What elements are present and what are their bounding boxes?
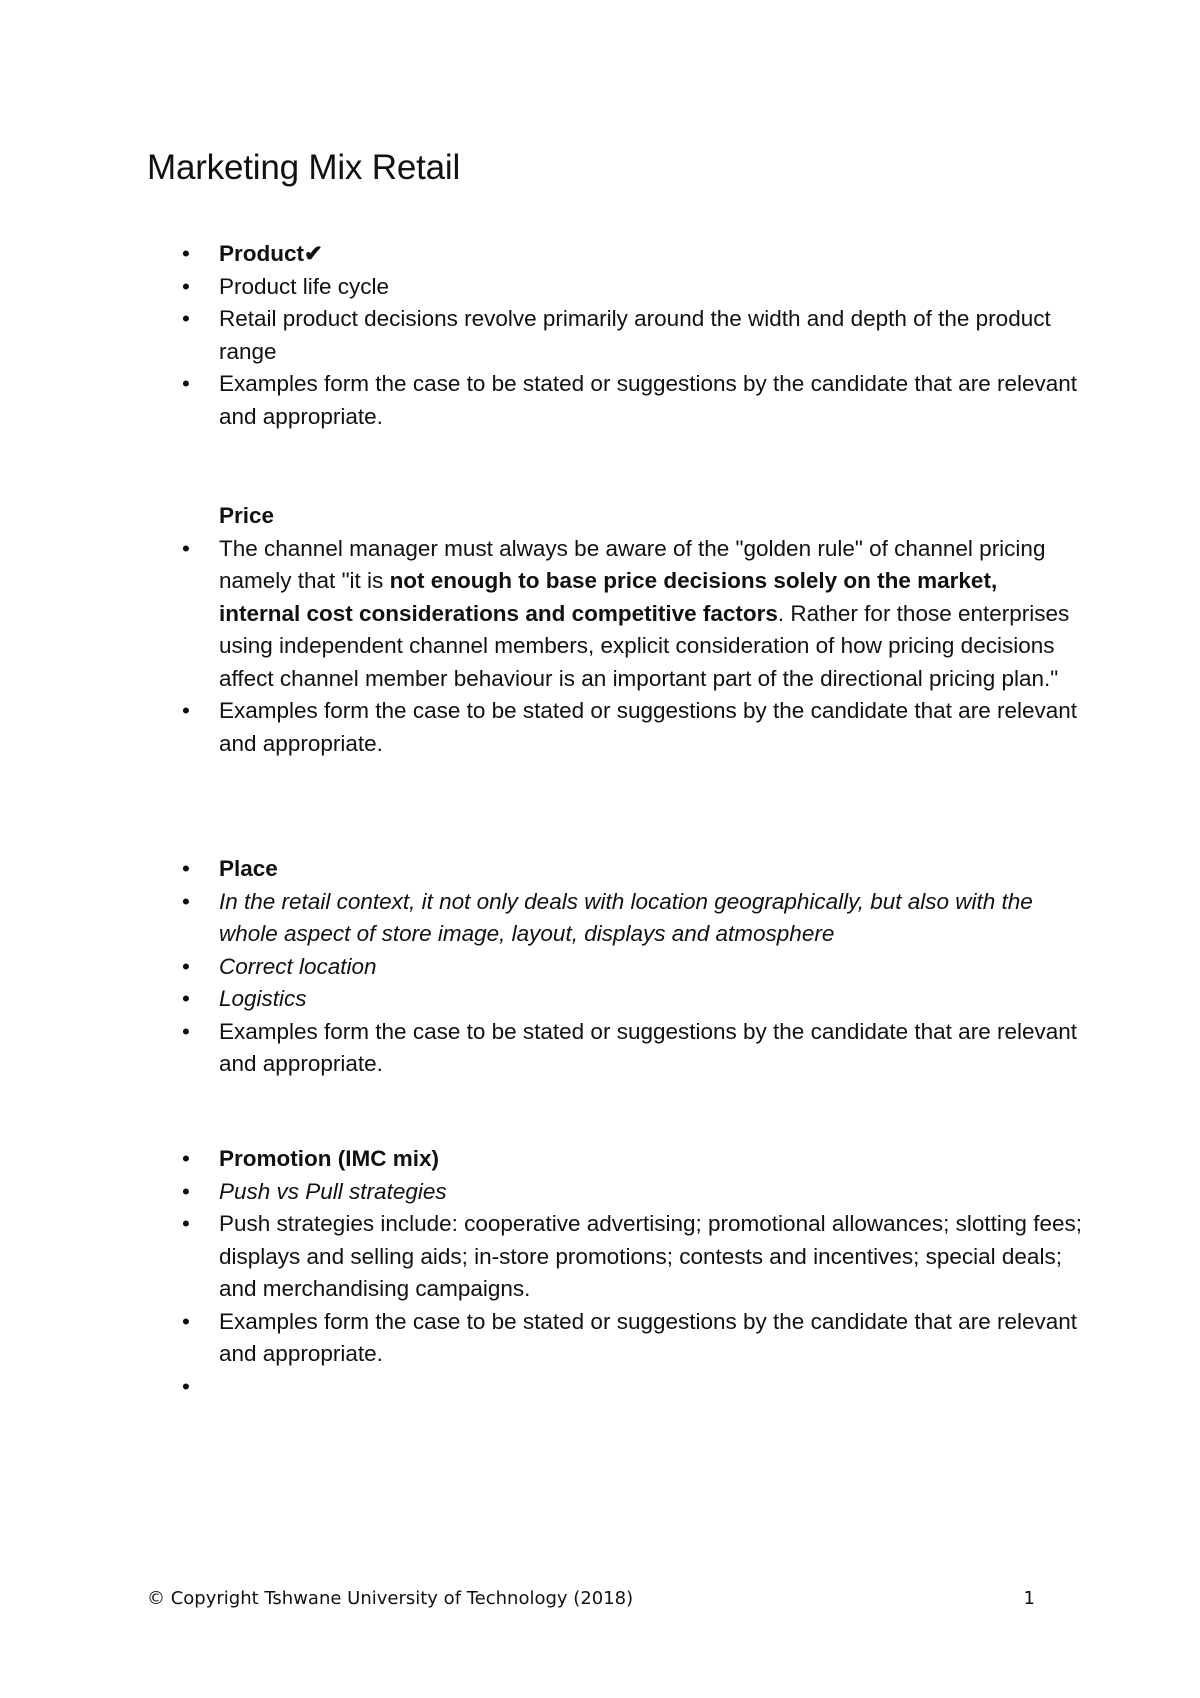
list-item <box>182 533 1082 696</box>
list-item <box>182 1016 1082 1081</box>
empty-list-item <box>182 1371 1082 1404</box>
bullet-icon: • <box>182 1178 190 1204</box>
price-heading: Price <box>219 503 275 528</box>
price-section <box>182 500 1082 760</box>
list-item <box>182 951 1082 984</box>
product-item-text: Retail product decisions revolve primarily around the width and depth of the product range <box>219 306 1051 364</box>
price-quote-intro: The channel manager must always be aware of the "golden rule" of channel pricing namely that "it is <box>219 535 1046 593</box>
list-item <box>182 983 1082 1016</box>
place-heading: Place <box>219 856 278 881</box>
promotion-item-text: Push vs Pull strategies <box>219 1178 447 1204</box>
product-section <box>182 238 1082 433</box>
bullet-icon: • <box>182 371 190 396</box>
place-item-text: In the retail context, it not only deals with location geographically, but also with the whole aspect of store image, layout, displays and atmosphere <box>219 888 1033 946</box>
bullet-icon: • <box>182 273 190 299</box>
list-item <box>182 303 1082 368</box>
bullet-icon: • <box>182 1211 190 1236</box>
list-item <box>182 271 1082 304</box>
page-number: 1 <box>1023 1588 1035 1609</box>
bullet-icon: • <box>182 241 190 266</box>
place-item-text: Correct location <box>219 953 377 979</box>
bullet-icon: • <box>182 856 190 881</box>
product-heading: Product <box>219 241 305 266</box>
bullet-icon: • <box>182 888 190 914</box>
list-item <box>182 1176 1082 1209</box>
promotion-section <box>182 1143 1082 1403</box>
bullet-icon: • <box>182 1018 190 1044</box>
list-item <box>182 238 1082 271</box>
promotion-push-text: Push strategies include: cooperative advertising; promotional allowances; slotting fees; displays and selling aids; in-store promotions; contests and incentives; special deals; and merchandising campaigns. <box>219 1211 1082 1301</box>
product-item-text: Product life cycle <box>219 273 390 299</box>
place-item-text: Logistics <box>219 986 307 1011</box>
place-examples-text: Examples form the case to be stated or suggestions by the candidate that are relevant and appropriate. <box>219 1018 1077 1076</box>
list-item <box>182 1143 1082 1176</box>
bullet-icon: • <box>182 1308 190 1334</box>
list-item <box>182 500 1082 533</box>
product-item-text: Examples form the case to be stated or suggestions by the candidate that are relevant and appropriate. <box>219 371 1077 429</box>
checkmark-icon: ✔ <box>304 241 323 266</box>
list-item <box>182 1306 1082 1371</box>
price-quote-rest: . Rather for those enterprises using independent channel members, explicit consideration of how pricing decisions affect channel member behaviour is an important part of the directional pricing plan." <box>219 600 1070 691</box>
list-item <box>182 1208 1082 1306</box>
bullet-icon: • <box>182 306 190 331</box>
list-item <box>182 886 1082 951</box>
list-item <box>182 695 1082 760</box>
bullet-icon: • <box>182 1373 190 1399</box>
bullet-icon: • <box>182 953 190 979</box>
copyright-text: © Copyright Tshwane University of Technology (2018) <box>147 1588 634 1609</box>
bullet-icon: • <box>182 1146 190 1171</box>
page-footer <box>147 1587 1035 1611</box>
page-title: Marketing Mix Retail <box>147 148 461 187</box>
promotion-heading: Promotion (IMC mix) <box>219 1146 439 1171</box>
bullet-icon: • <box>182 698 190 723</box>
price-quote-bold: not enough to base price decisions solely on the market, internal cost considerations and competitive factors <box>219 568 998 626</box>
list-item <box>182 853 1082 886</box>
list-item <box>182 368 1082 433</box>
bullet-icon: • <box>182 535 190 561</box>
bullet-icon: • <box>182 986 190 1011</box>
price-examples-text: Examples form the case to be stated or suggestions by the candidate that are relevant and appropriate. <box>219 698 1077 756</box>
promotion-examples-text: Examples form the case to be stated or suggestions by the candidate that are relevant and appropriate. <box>219 1308 1077 1366</box>
place-section <box>182 853 1082 1081</box>
